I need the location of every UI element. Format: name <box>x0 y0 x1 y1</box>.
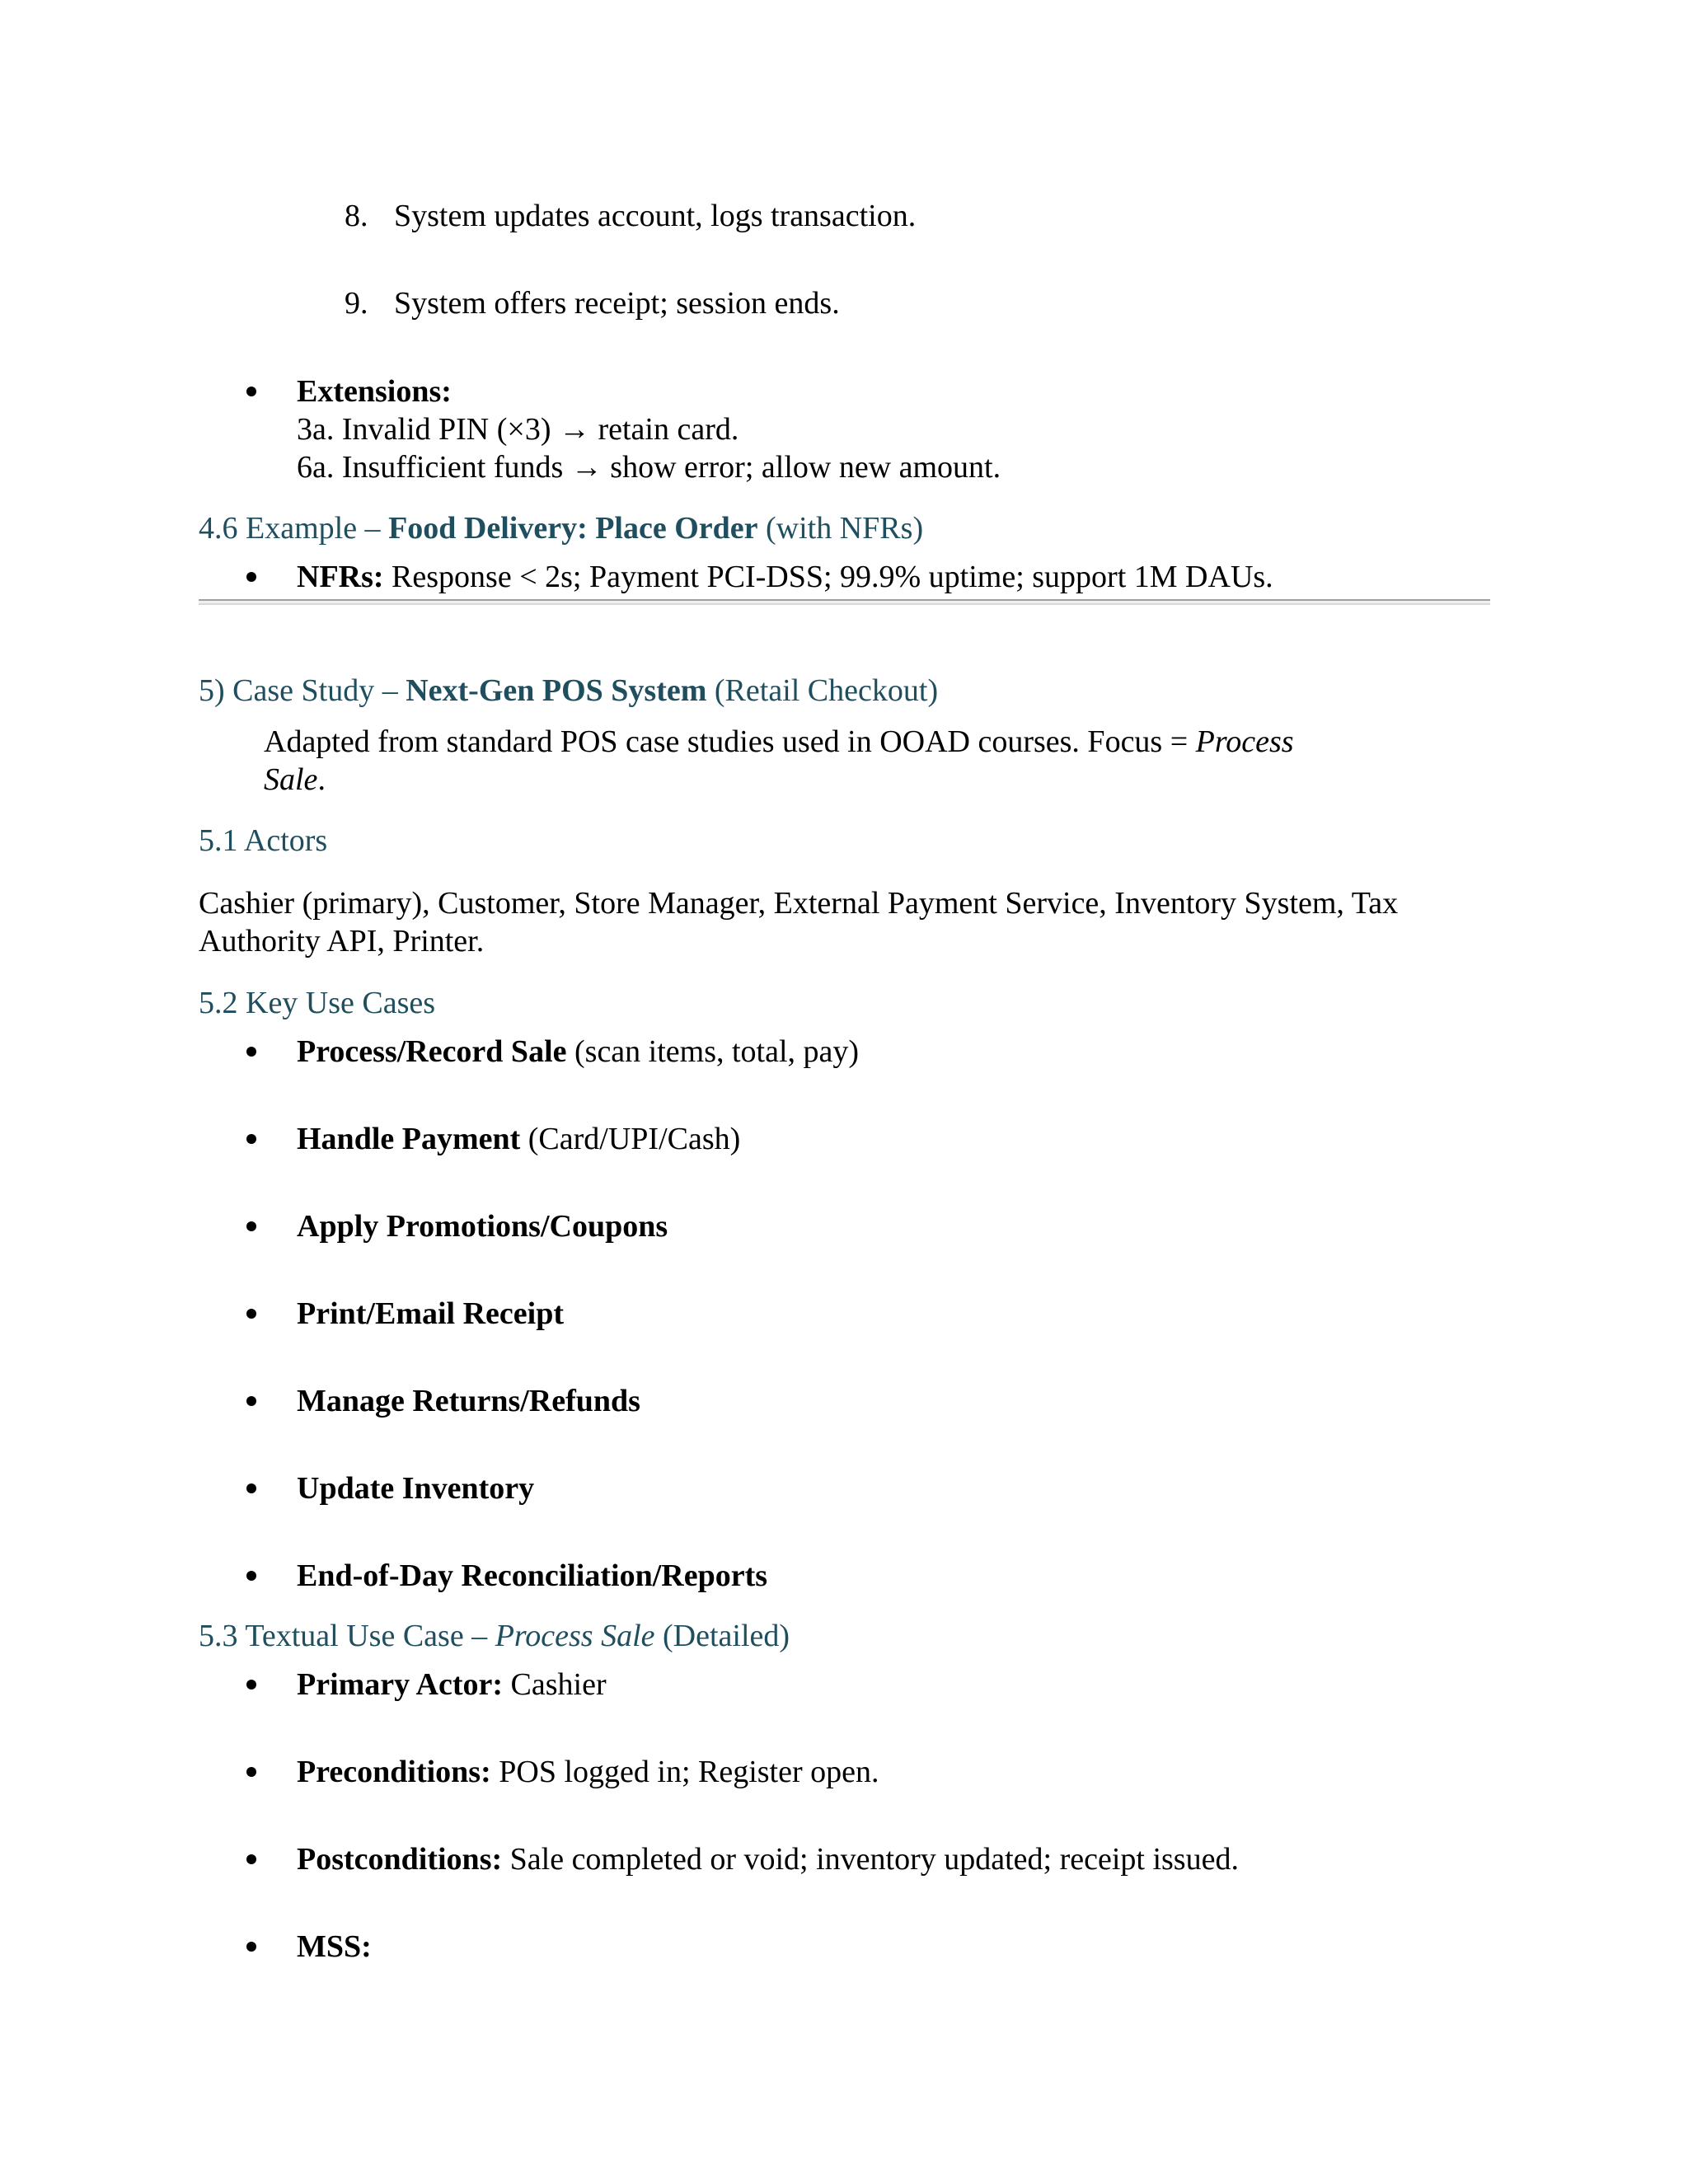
extensions-label: Extensions: <box>297 374 452 409</box>
list-item: Process/Record Sale (scan items, total, pay) <box>297 1034 860 1069</box>
actors-line: Cashier (primary), Customer, Store Manager, External Payment Service, Inventory System, Tax <box>199 886 1399 921</box>
list-item: Primary Actor: Cashier <box>297 1667 607 1702</box>
list-item: Postconditions: Sale completed or void; inventory updated; receipt issued. <box>297 1842 1239 1877</box>
section-heading-4-6: 4.6 Example – Food Delivery: Place Order (with NFRs) <box>199 511 924 546</box>
bullet-icon <box>246 572 256 582</box>
list-item: Handle Payment (Card/UPI/Cash) <box>297 1122 741 1156</box>
list-item: Update Inventory <box>297 1471 535 1506</box>
intro-paragraph-line: Adapted from standard POS case studies used in OOAD courses. Focus = Process <box>264 724 1294 759</box>
horizontal-rule <box>199 599 1490 605</box>
bullet-icon <box>246 1134 256 1144</box>
section-heading-5: 5) Case Study – Next-Gen POS System (Retail Checkout) <box>199 673 939 708</box>
bullet-icon <box>246 1396 256 1406</box>
bullet-icon <box>246 1483 256 1493</box>
step-number: 9. <box>345 286 368 321</box>
bullet-icon <box>246 1767 256 1777</box>
list-item: End-of-Day Reconciliation/Reports <box>297 1558 768 1593</box>
bullet-icon <box>246 1854 256 1864</box>
nfr-line: NFRs: Response < 2s; Payment PCI-DSS; 99.9% uptime; support 1M DAUs. <box>297 560 1273 594</box>
section-heading-5-1: 5.1 Actors <box>199 823 328 858</box>
bullet-icon <box>246 1309 256 1319</box>
bullet-icon <box>246 1942 256 1952</box>
list-item: MSS: <box>297 1929 372 1964</box>
bullet-icon <box>246 1047 256 1057</box>
section-heading-5-2: 5.2 Key Use Cases <box>199 986 436 1020</box>
bullet-icon <box>246 1221 256 1231</box>
intro-paragraph-line: Sale. <box>264 762 326 797</box>
section-heading-5-3: 5.3 Textual Use Case – Process Sale (Detailed) <box>199 1619 790 1653</box>
list-item: Print/Email Receipt <box>297 1296 564 1331</box>
step-text: System offers receipt; session ends. <box>394 286 840 321</box>
extension-line: 3a. Invalid PIN (×3) → retain card. <box>297 412 739 447</box>
step-text: System updates account, logs transaction. <box>394 199 917 233</box>
list-item: Apply Promotions/Coupons <box>297 1209 668 1244</box>
bullet-icon <box>246 387 256 396</box>
actors-line: Authority API, Printer. <box>199 924 485 958</box>
extension-line: 6a. Insufficient funds → show error; allow new amount. <box>297 450 1001 485</box>
step-number: 8. <box>345 199 368 233</box>
bullet-icon <box>246 1680 256 1690</box>
list-item: Manage Returns/Refunds <box>297 1384 640 1418</box>
bullet-icon <box>246 1571 256 1581</box>
list-item: Preconditions: POS logged in; Register open. <box>297 1755 879 1789</box>
